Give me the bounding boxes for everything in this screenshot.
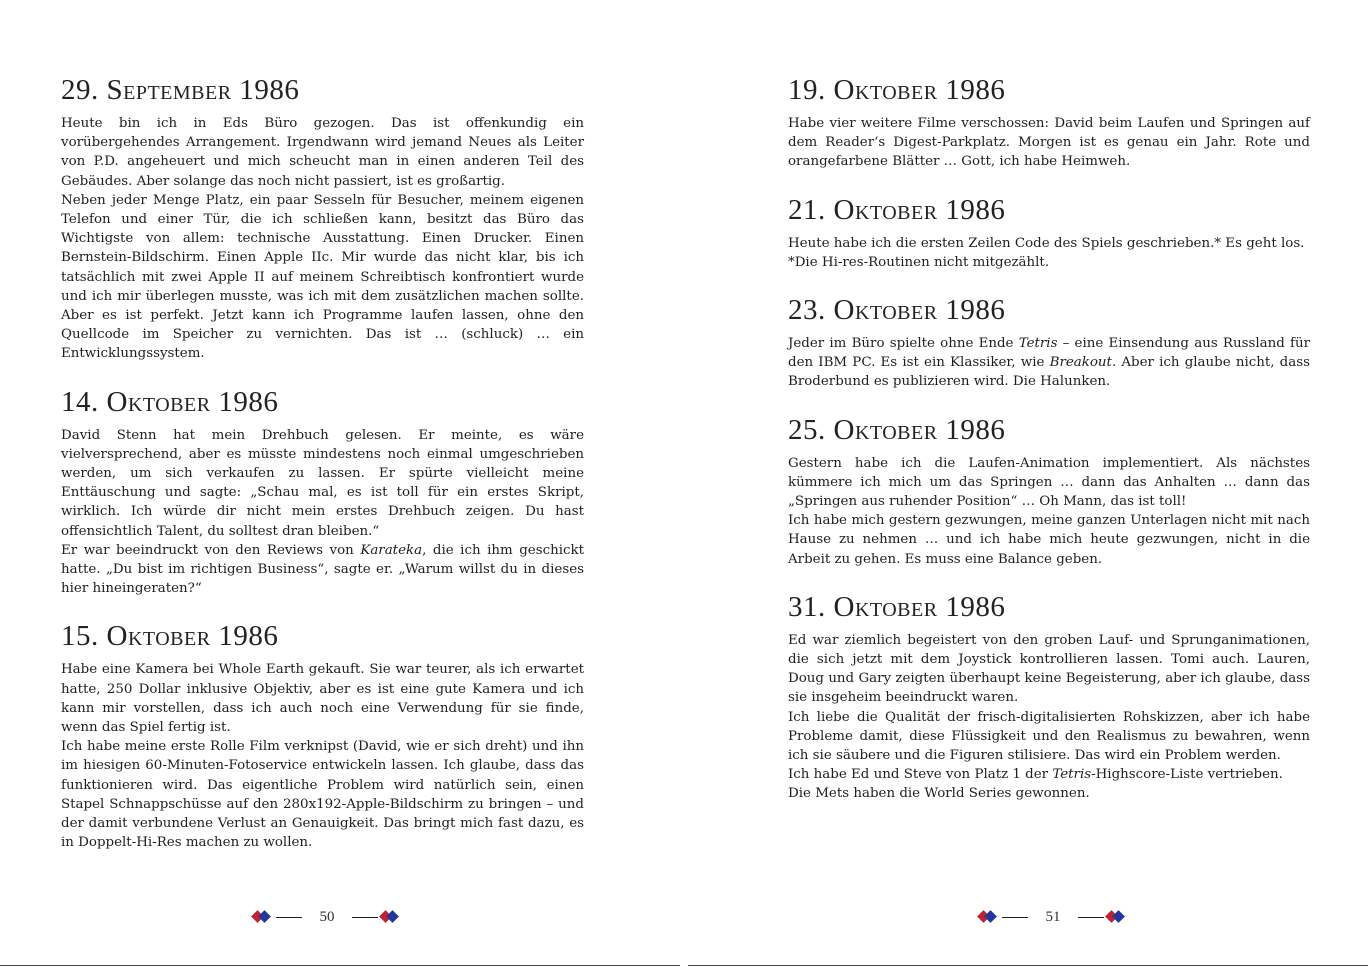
entry-paragraph: Ich liebe die Qualität der frisch-digitalisierten Rohskizzen, aber ich habe Probleme damit, diese Flüssigkeit und den Realismus zu bewahren, wenn ich sie säubere und die Figuren stilisiere. Das wird ein Problem werden.	[788, 709, 1310, 764]
page-footer	[976, 907, 1130, 927]
entry-date: 21. Oktober 1986	[788, 193, 1006, 226]
ornament-rule	[352, 917, 378, 918]
page-footer	[250, 907, 404, 927]
diamond-ornament-icon	[976, 910, 1002, 924]
entry-paragraph: Er war beeindruckt von den Reviews von Karateka, die ich ihm geschickt hatte. „Du bist im richtigen Business“, sagte er. „Warum willst du in dieses hier hineingeraten?“	[61, 542, 584, 597]
page-bottom-rule	[688, 965, 1368, 966]
diary-entry	[788, 589, 1310, 804]
diary-entry	[61, 384, 584, 599]
footnote: *Die Hi-res-Routinen nicht mitgezählt.	[788, 254, 1050, 270]
diamond-ornament-icon	[378, 910, 404, 924]
entry-paragraph: Heute bin ich in Eds Büro gezogen. Das ist offenkundig ein vorübergehendes Arrangement. Irgendwann wird jemand Neues als Leiter von P.D. angeheuert und mich scheucht man in einen anderen Teil des Gebäudes. Aber solange das noch nicht passiert, ist es großartig.	[61, 116, 584, 189]
entry-paragraph: Habe vier weitere Filme verschossen: David beim Laufen und Springen auf dem Reader‘s Digest-Parkplatz. Morgen ist es genau ein Jahr. Rote und orangefarbene Blätter … Gott, ich habe Heimweh.	[788, 116, 1310, 170]
entry-paragraph: Ed war ziemlich begeistert von den groben Lauf- und Sprunganimationen, die sich jetzt mit dem Joystick kontrollieren lassen. Tomi auch. Lauren, Doug und Gary zeigten überhaupt keine Begeisterung, aber ich glaube, dass sie insgeheim beeindruckt waren.	[788, 632, 1310, 706]
ornament-rule	[1002, 917, 1028, 918]
page-number: 50	[319, 908, 335, 925]
diary-entry	[61, 618, 584, 852]
ornament-right	[352, 910, 404, 924]
diamond-ornament-icon	[1104, 910, 1130, 924]
entry-paragraph: Jeder im Büro spielte ohne Ende Tetris – eine Einsendung aus Russland für den IBM PC. Es ist ein Klassiker, wie Breakout. Aber ich glaube nicht, dass Broderbund es publizieren wird. Die Halunken.	[788, 336, 1310, 390]
right-page-column	[788, 72, 1310, 824]
ornament-left	[976, 910, 1028, 924]
diary-entry	[788, 192, 1310, 272]
entry-date: 15. Oktober 1986	[61, 620, 279, 653]
right-page	[686, 0, 1372, 967]
entry-paragraph: Ich habe mich gestern gezwungen, meine ganzen Unterlagen nicht mit nach Hause zu nehmen … und ich habe mich heute gezwungen, nicht in die Arbeit zu gehen. Es muss eine Balance geben.	[788, 513, 1310, 567]
entry-paragraph: Ich habe meine erste Rolle Film verknipst (David, wie er sich dreht) und ihn im hiesigen 60-Minuten-Fotoservice entwickeln lassen. Ich glaube, dass das funktionieren wird. Das eigentliche Problem wird natürlich sein, einen Stapel Schnappschüsse auf den 280x192-Apple-Bildschirm zu bringen – und der damit verbundene Verlust an Genauigkeit. Das bringt mich fast dazu, es in Doppelt-Hi-Res machen zu wollen.	[61, 739, 584, 851]
entry-paragraph: Habe eine Kamera bei Whole Earth gekauft. Sie war teurer, als ich erwartet hatte, 250 Dollar inklusive Objektiv, aber es ist eine gute Kamera und ich kann mir vorstellen, dass ich auch noch eine Verwendung für sie finde, wenn das Spiel fertig ist.	[61, 662, 584, 736]
diary-entry	[788, 412, 1310, 569]
entry-date: 25. Oktober 1986	[788, 413, 1006, 446]
entry-date: 29. September 1986	[61, 74, 300, 106]
entry-paragraph: Neben jeder Menge Platz, ein paar Sesseln für Besucher, meinem eigenen Telefon und einer Tür, die ich schließen kann, besitzt das Büro das Wichtigste von allem: technische Ausstattung. Einen Drucker. Einen Bernstein-Bildschirm. Einen Apple IIc. Mir wurde das nicht klar, bis ich tatsächlich mit zwei Apple II auf meinem Schreibtisch konfrontiert wurde und ich mir überlegen musste, was ich mit dem zusätzlichen machen sollte. Aber es ist perfekt. Jetzt kann ich Programme laufen lassen, ohne den Quellcode im Speicher zu vernichten. Das ist … (schluck) … ein Entwicklungssystem.	[61, 192, 584, 362]
entry-paragraph: Heute habe ich die ersten Zeilen Code des Spiels geschrieben.* Es geht los.	[788, 235, 1305, 251]
left-page	[0, 0, 684, 967]
entry-paragraph: David Stenn hat mein Drehbuch gelesen. Er meinte, es wäre vielversprechend, aber es müsste mindestens noch einmal umgeschrieben werden, um sich verkaufen zu lassen. Er spürte vielleicht meine Enttäuschung und sagte: „Schau mal, es ist toll für ein erstes Skript, wirklich. Ich würde dir nicht mein erstes Drehbuch zeigen. Du hast offensichtlich Talent, du solltest dran bleiben.“	[61, 427, 584, 539]
diary-entry	[788, 292, 1310, 392]
left-page-column	[61, 72, 584, 873]
entry-date: 31. Oktober 1986	[788, 590, 1006, 623]
entry-date: 23. Oktober 1986	[788, 294, 1006, 327]
entry-date: 19. Oktober 1986	[788, 74, 1006, 106]
entry-paragraph: Ich habe Ed und Steve von Platz 1 der Tetris-Highscore-Liste vertrieben.	[788, 767, 1283, 783]
diary-entry	[788, 72, 1310, 172]
entry-paragraph: Die Mets haben die World Series gewonnen.	[788, 786, 1090, 802]
page-number: 51	[1045, 908, 1061, 925]
entry-paragraph: Gestern habe ich die Laufen-Animation implementiert. Als nächstes kümmere ich mich um das Springen … dann das Anhalten … dann das „Springen aus ruhender Position“ … Oh Mann, das ist toll!	[788, 455, 1310, 510]
page-bottom-rule	[0, 965, 680, 966]
ornament-rule	[276, 917, 302, 918]
diary-entry	[61, 72, 584, 364]
ornament-left	[250, 910, 302, 924]
ornament-rule	[1078, 917, 1104, 918]
diamond-ornament-icon	[250, 910, 276, 924]
ornament-right	[1078, 910, 1130, 924]
entry-date: 14. Oktober 1986	[61, 385, 279, 418]
